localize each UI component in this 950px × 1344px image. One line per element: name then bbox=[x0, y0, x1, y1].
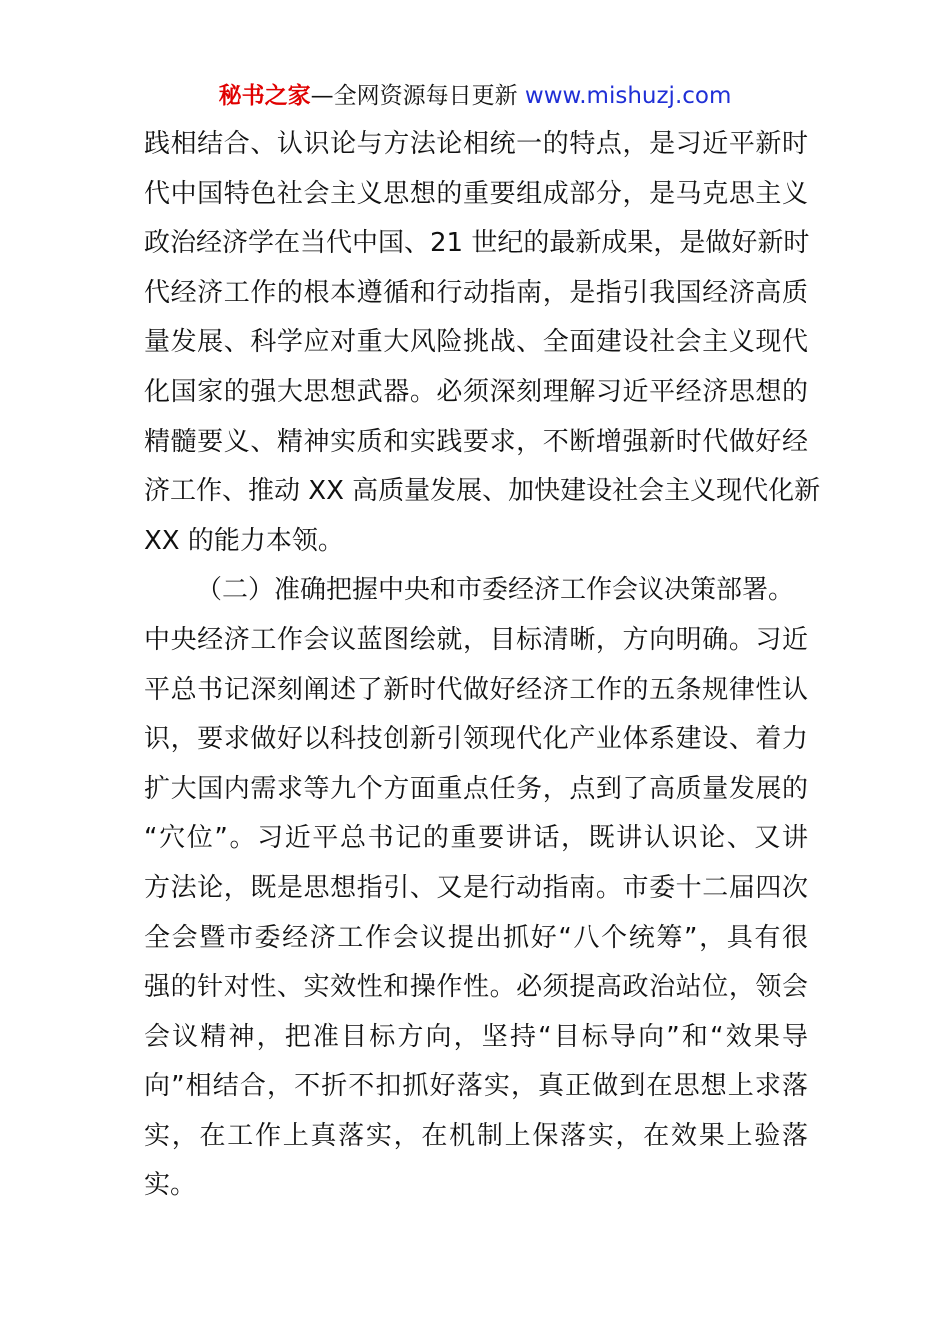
text-line: 量发展、科学应对重大风险挑战、全面建设社会主义现代 bbox=[144, 327, 808, 358]
text-line: 扩大国内需求等九个方面重点任务，点到了高质量发展的 bbox=[144, 773, 808, 804]
text-line: 中央经济工作会议蓝图绘就，目标清晰，方向明确。习近 bbox=[144, 624, 808, 655]
text-line: 实，在工作上真落实，在机制上保落实，在效果上验落 bbox=[144, 1120, 808, 1151]
text-line: 会议精神，把准目标方向，坚持“目标导向”和“效果导 bbox=[144, 1021, 808, 1052]
text-line: 向”相结合，不折不扣抓好落实，真正做到在思想上求落 bbox=[144, 1071, 808, 1102]
text-line: 政治经济学在当代中国、21 世纪的最新成果，是做好新时 bbox=[144, 228, 810, 259]
header-brand: 秘书之家 bbox=[218, 83, 311, 109]
text-line: 践相结合、认识论与方法论相统一的特点，是习近平新时 bbox=[144, 129, 808, 159]
page-header bbox=[0, 78, 950, 114]
text-line: 精髓要义、精神实质和实践要求，不断增强新时代做好经 bbox=[144, 426, 808, 457]
text-line: 代经济工作的根本遵循和行动指南，是指引我国经济高质 bbox=[144, 277, 808, 308]
document-body bbox=[144, 120, 821, 1211]
text-line: 方法论，既是思想指引、又是行动指南。市委十二届四次 bbox=[144, 872, 808, 903]
section-heading: （二）准确把握中央和市委经济工作会议决策部署。 bbox=[196, 575, 795, 606]
paragraph-1 bbox=[144, 120, 821, 566]
header-tagline: —全网资源每日更新 bbox=[310, 83, 518, 109]
header-url-link[interactable]: www.mishuzj.com bbox=[524, 83, 732, 109]
text-line: 实。 bbox=[144, 1170, 197, 1201]
text-line: 济工作、推动 XX 高质量发展、加快建设社会主义现代化新 bbox=[144, 476, 821, 507]
text-line: 平总书记深刻阐述了新时代做好经济工作的五条规律性认 bbox=[144, 674, 808, 705]
text-line: XX 的能力本领。 bbox=[144, 525, 344, 556]
text-line: 强的针对性、实效性和操作性。必须提高政治站位，领会 bbox=[144, 972, 808, 1003]
text-line: 全会暨市委经济工作会议提出抓好“八个统筹”，具有很 bbox=[144, 922, 808, 953]
text-line: 代中国特色社会主义思想的重要组成部分，是马克思主义 bbox=[144, 178, 808, 209]
paragraph-2 bbox=[144, 566, 808, 1211]
text-line: “穴位”。习近平总书记的重要讲话，既讲认识论、又讲 bbox=[144, 823, 808, 854]
text-line: 化国家的强大思想武器。必须深刻理解习近平经济思想的 bbox=[144, 376, 808, 407]
text-line: 识，要求做好以科技创新引领现代化产业体系建设、着力 bbox=[144, 724, 808, 755]
